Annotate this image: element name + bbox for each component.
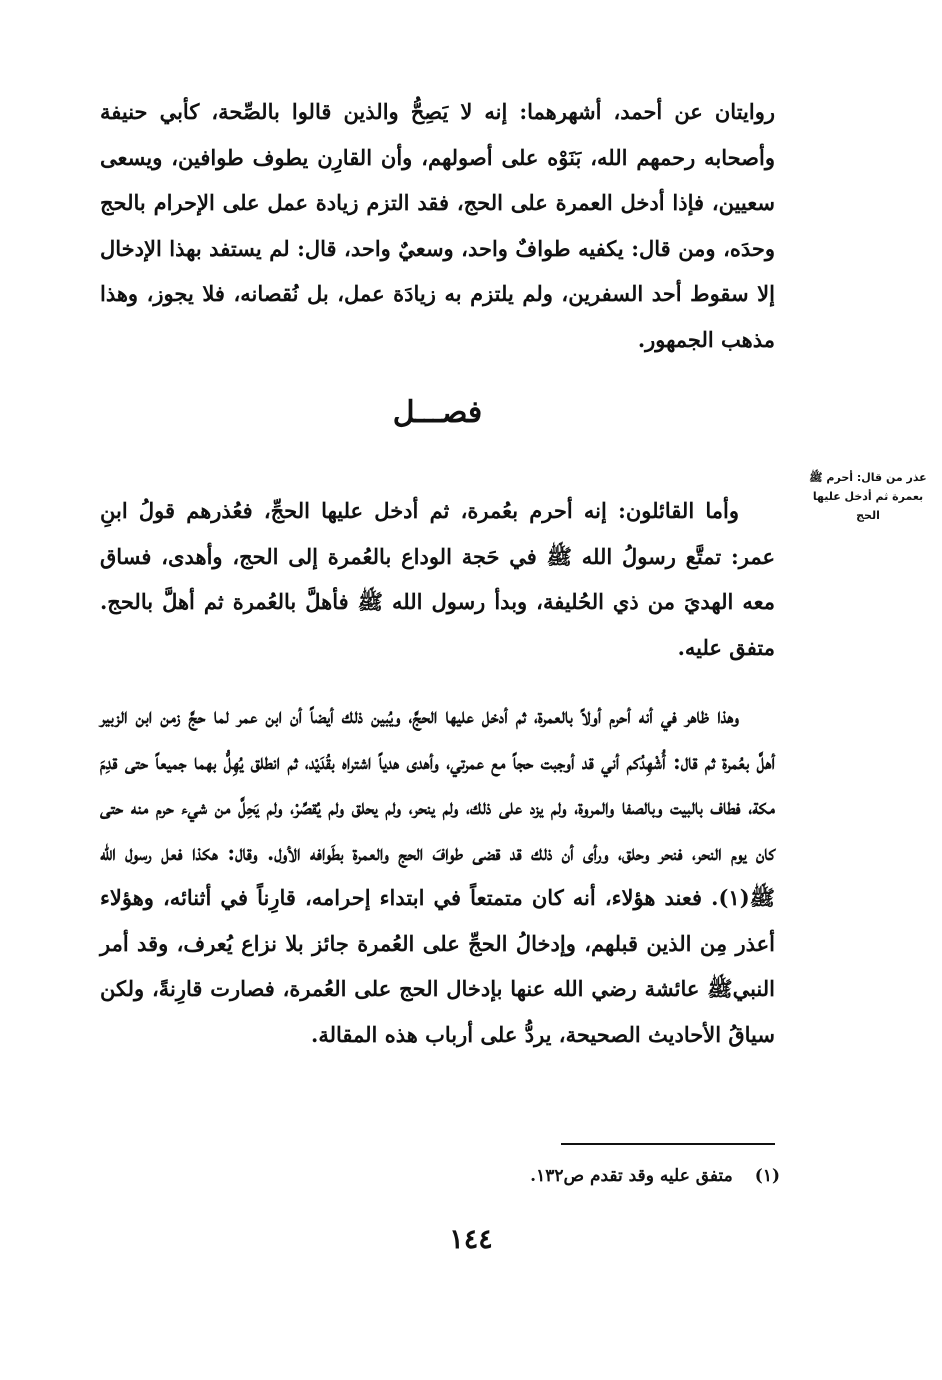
paragraph-discussion: وهذا ظاهر في أنه أحرم أولاً بالعمرة، ثم أدخل عليها الحجَّ، ويُبين ذلك أيضاً أن ابن عمر لما حجَّ زمن ابن الزبير أهلَّ بعُمرة ثم قال: أُشْهِدُكم أني قد أوجبت حجاً مع عمرتي، وأهدى هدياً اشتراه بقُدَيْد، ثم انطلق يُهِلُّ بهما جميعاً حتى قدِمَ مكة، فطاف بالبيت وبالصفا والمروة، ولم يزد على ذلك، ولم ينحر، ولم يحلق ولم يُقصِّرْ، ولم يَحِلَّ من شيء حرم منه حتى كان يوم النحر، فنحر وحلق، ورأى أن ذلك قد قضى طوافَ الحج والعمرة بطَوافه الأول. وقال: هكذا فعل رسول الله ﷺ(١). فعند هؤلاء، أنه كان متمتعاً في ابتداء إحرامه، قارِناً في أثنائه، وهؤلاء أعذر مِن الذين قبلهم، وإدخالُ الحجِّ على العُمرة جائز بلا نزاع يُعرف، وقد أمر النبيﷺ عائشة رضي الله عنها بإدخال الحج على العُمرة، فصارت قارِنةً، ولكن سياقُ الأحاديث الصحيحة، يردُّ على أرباب هذه المقالة. (100, 703, 775, 1047)
footnote-text: متفق عليه وقد تقدم ص١٣٢. (530, 1166, 733, 1186)
paragraph-ibn-umar-report: وأما القائلون: إنه أحرم بعُمرة، ثم أدخل عليها الحجِّ، فعُذرهم قولُ ابنِ عمر: تمتَّع رسولُ الله ﷺ في حَجة الوداع بالعُمرة إلى الحج، وأهدى، فساق معه الهديَ من ذي الحُليفة، وبدأ رسول الله ﷺ فأهلَّ بالعُمرة ثم أهلَّ بالحج. متفق عليه. (100, 498, 775, 660)
footnote-divider (561, 1143, 775, 1145)
section-heading: فصـــل (392, 395, 483, 430)
margin-note: عذر من قال: أحرم ﷺ بعمرة ثم أدخل عليها الحج (809, 471, 927, 522)
page-number: ١٤٤ (449, 1224, 493, 1255)
footnote (300, 1162, 780, 1190)
paragraph-opening: روايتان عن أحمد، أشهرهما: إنه لا يَصِحُّ والذين قالوا بالصِّحة، كأبي حنيفة وأصحابه رحمهم الله، بَنَوْه على أصولهم، وأن القارِن يطوف طوافين، ويسعى سعيين، فإذا أدخل العمرة على الحج، فقد التزم زيادة عمل على الإحرام بالحج وحدَه، ومن قال: يكفيه طوافٌ واحد، وسعيٌ واحد، قال: لم يستفد بهذا الإدخال إلا سقوط أحد السفرين، ولم يلتزم به زيادَة عمل، بل نُقصانه، فلا يجوز، وهذا مذهب الجمهور. (100, 99, 775, 352)
footnote-marker: (١) (754, 1166, 780, 1186)
